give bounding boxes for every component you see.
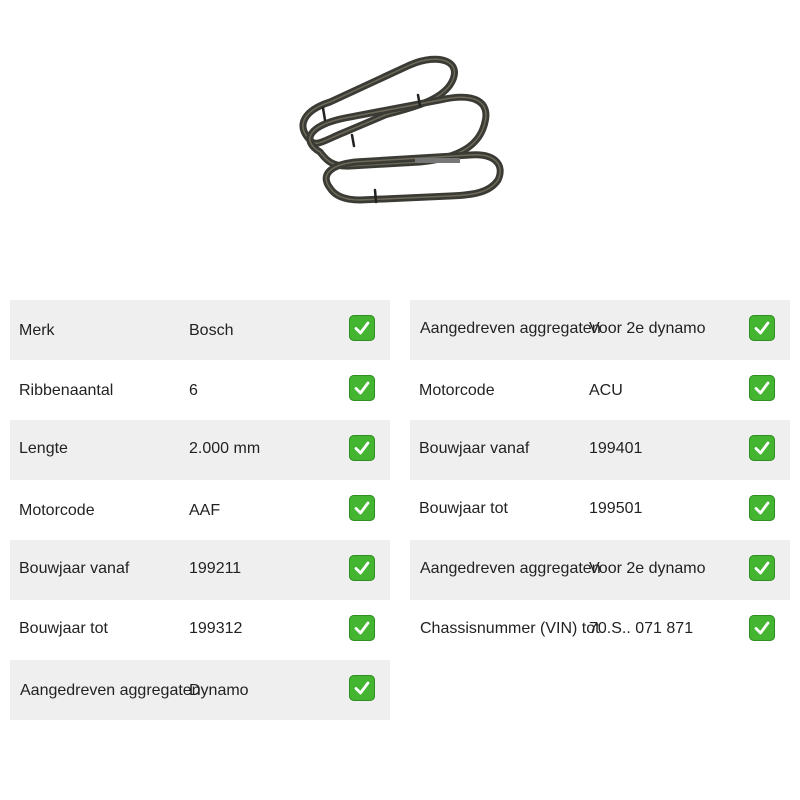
spec-value: 199401	[589, 440, 643, 457]
spec-value: AAF	[189, 502, 221, 519]
spec-label: Motorcode	[419, 382, 495, 399]
check-mark-icon	[749, 615, 775, 641]
spec-row-bouwjaar-tot	[10, 600, 390, 660]
check-mark-icon	[349, 495, 375, 521]
spec-value: 199501	[589, 500, 643, 517]
spec-row-aangedreven-aggregaten	[410, 300, 790, 360]
check-mark-icon	[749, 555, 775, 581]
spec-value: Voor 2e dynamo	[589, 560, 706, 577]
spec-label: Bouwjaar vanaf	[19, 560, 130, 577]
check-mark-icon	[349, 315, 375, 341]
spec-label: Chassisnummer (VIN) tot	[420, 620, 600, 637]
check-mark-icon	[749, 375, 775, 401]
spec-row-lengte	[10, 420, 390, 480]
spec-label: Aangedreven aggregaten	[420, 560, 601, 577]
spec-label: Bouwjaar tot	[419, 500, 508, 517]
spec-value: Voor 2e dynamo	[589, 320, 706, 337]
spec-value: 199211	[189, 560, 242, 577]
spec-column-right	[410, 300, 790, 660]
spec-label: Aangedreven aggregaten	[420, 320, 601, 337]
spec-label: Merk	[19, 322, 55, 339]
check-mark-icon	[749, 495, 775, 521]
product-image	[290, 40, 510, 215]
spec-value: 6	[189, 382, 198, 399]
spec-label: Ribbenaantal	[19, 382, 114, 399]
spec-column-left	[10, 300, 390, 720]
check-mark-icon	[349, 435, 375, 461]
spec-label: Bouwjaar tot	[19, 620, 108, 637]
spec-value: Dynamo	[189, 682, 249, 699]
spec-row-aangedreven-aggregaten	[10, 660, 390, 720]
spec-row-merk	[10, 300, 390, 360]
spec-value: 2.000 mm	[189, 440, 261, 457]
spec-label: Lengte	[19, 440, 68, 457]
poly-v-belt-set-icon	[290, 40, 510, 215]
spec-row-aangedreven-aggregaten	[410, 540, 790, 600]
check-mark-icon	[749, 315, 775, 341]
spec-label: Aangedreven aggregaten	[20, 682, 201, 699]
spec-row-bouwjaar-tot	[410, 480, 790, 540]
spec-row-motorcode	[10, 480, 390, 540]
spec-value: 199312	[189, 620, 243, 637]
spec-value: Bosch	[189, 322, 234, 339]
spec-row-bouwjaar-vanaf	[10, 540, 390, 600]
check-mark-icon	[749, 435, 775, 461]
spec-row-ribbenaantal	[10, 360, 390, 420]
spec-value: 70.S.. 071 871	[589, 620, 694, 637]
spec-row-chassisnummer	[410, 600, 790, 660]
check-mark-icon	[349, 675, 375, 701]
spec-label: Motorcode	[19, 502, 95, 519]
spec-row-motorcode	[410, 360, 790, 420]
spec-label: Bouwjaar vanaf	[419, 440, 530, 457]
spec-value: ACU	[589, 382, 623, 399]
check-mark-icon	[349, 555, 375, 581]
check-mark-icon	[349, 615, 375, 641]
check-mark-icon	[349, 375, 375, 401]
spec-row-bouwjaar-vanaf	[410, 420, 790, 480]
